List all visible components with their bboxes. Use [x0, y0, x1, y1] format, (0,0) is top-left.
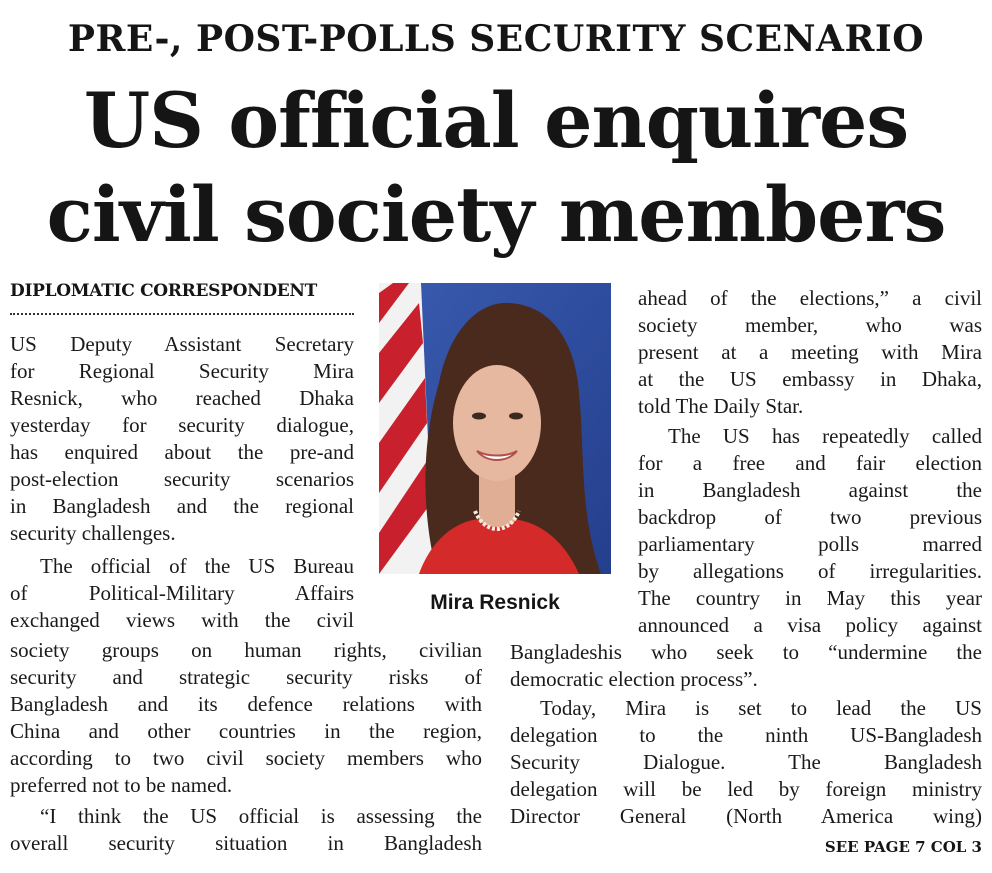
body-line: Security Dialogue. The Bangladesh [510, 750, 982, 774]
body-line: preferred not to be named. [10, 773, 233, 797]
body-line: “I think the US official is assessing the [40, 804, 482, 828]
body-line: present at a meeting with Mira [638, 340, 982, 364]
body-line: Bangladeshis who seek to “undermine the [510, 640, 982, 664]
body-line: security challenges. [10, 521, 176, 545]
body-line: according to two civil society members who [10, 746, 482, 770]
body-line: for a free and fair election [638, 451, 982, 475]
body-line: told The Daily Star. [638, 394, 804, 418]
byline-divider [10, 313, 354, 315]
body-line: The official of the US Bureau [40, 554, 354, 578]
body-line: for Regional Security Mira [10, 359, 354, 383]
headline-line-1: US official enquires [83, 76, 909, 165]
headline [0, 74, 992, 262]
jump-line[interactable]: SEE PAGE 7 COL 3 [824, 838, 982, 856]
body-line: backdrop of two previous [638, 505, 982, 529]
body-line: society member, who was [638, 313, 982, 337]
body-line: by allegations of irregularities. [638, 559, 982, 583]
headline-line-2: civil society members [46, 170, 946, 259]
byline: DIPLOMATIC CORRESPONDENT [10, 281, 318, 301]
body-line: of Political-Military Affairs [10, 581, 354, 605]
body-line: Bangladesh and its defence relations with [10, 692, 482, 716]
kicker: PRE-, POST-POLLS SECURITY SCENARIO [67, 18, 925, 60]
body-line: The country in May this year [638, 586, 982, 610]
body-line: announced a visa policy against [638, 613, 982, 637]
body-line: The US has repeatedly called [668, 424, 982, 448]
body-line: in Bangladesh and the regional [10, 494, 354, 518]
body-line: security and strategic security risks of [10, 665, 482, 689]
body-line: delegation to the ninth US-Bangladesh [510, 723, 982, 747]
body-line: ahead of the elections,” a civil [638, 286, 982, 310]
body-line: yesterday for security dialogue, [10, 413, 354, 437]
portrait-illustration [379, 283, 611, 574]
body-line: delegation will be led by foreign ministry [510, 777, 982, 801]
body-line: Director General (North America wing) [510, 804, 982, 828]
body-line: Today, Mira is set to lead the US [540, 696, 982, 720]
body-line: post-election security scenarios [10, 467, 354, 491]
body-line: Resnick, who reached Dhaka [10, 386, 354, 410]
photo-caption: Mira Resnick [430, 591, 560, 614]
body-line: China and other countries in the region, [10, 719, 482, 743]
body-line: overall security situation in Bangladesh [10, 831, 482, 855]
body-line: at the US embassy in Dhaka, [638, 367, 982, 391]
body-line: exchanged views with the civil [10, 608, 354, 632]
body-line: parliamentary polls marred [638, 532, 982, 556]
portrait-photo [379, 283, 611, 574]
body-line: in Bangladesh against the [638, 478, 982, 502]
body-line: has enquired about the pre-and [10, 440, 354, 464]
body-line: US Deputy Assistant Secretary [10, 332, 354, 356]
body-line: society groups on human rights, civilian [10, 638, 482, 662]
body-line: democratic election process”. [510, 667, 758, 691]
